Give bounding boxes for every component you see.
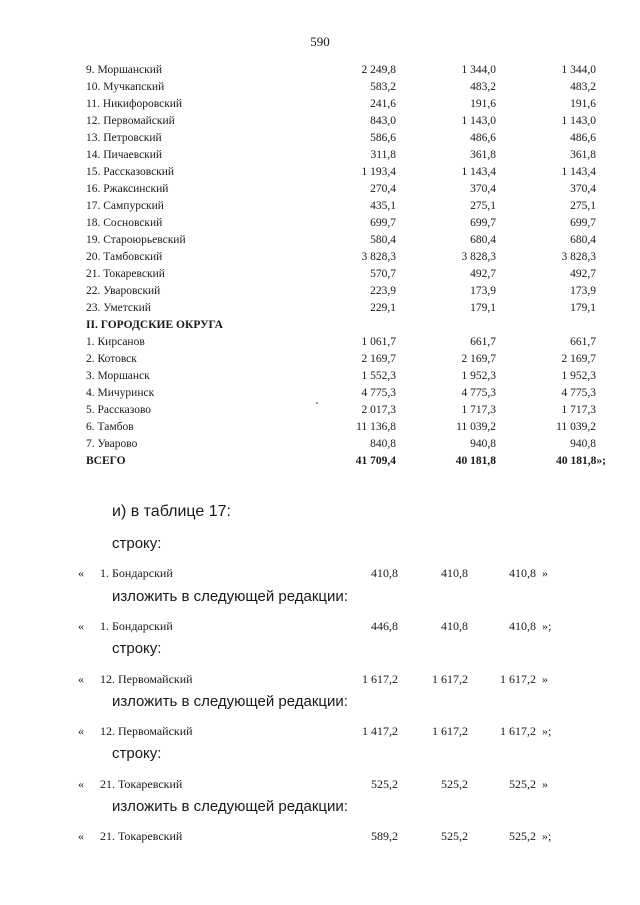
table-row	[86, 198, 596, 215]
row-value-1: 446,8	[371, 618, 398, 633]
row-value-3: 410,8	[509, 618, 536, 633]
row-value-2: 410,8	[441, 566, 468, 581]
row-value-3: 179,1	[570, 302, 596, 314]
row-value-3: 492,7	[570, 268, 596, 280]
new-row	[78, 617, 578, 635]
row-name: 1. Бондарский	[100, 618, 173, 633]
row-value-3: 361,8	[570, 149, 596, 161]
close-quote: »	[542, 566, 548, 581]
row-value-2: 525,2	[441, 829, 468, 844]
row-value-1: 223,9	[370, 285, 396, 297]
replace-instruction: изложить в следующей редакции:	[112, 692, 348, 710]
row-value-3: 525,2	[509, 829, 536, 844]
row-value-1: 270,4	[370, 183, 396, 195]
section-heading-row	[86, 317, 596, 334]
row-name: 21. Токаревский	[100, 776, 183, 791]
row-value-1: 1 193,4	[361, 166, 396, 178]
scan-speck	[316, 402, 318, 404]
table-row	[86, 419, 596, 436]
open-quote: «	[78, 566, 84, 581]
row-value-2: 661,7	[470, 336, 496, 348]
row-value-1: 435,1	[370, 200, 396, 212]
row-value-3: 3 828,3	[561, 251, 596, 263]
row-value-1: 2 249,8	[361, 64, 396, 76]
row-name: 5. Рассказово	[86, 404, 152, 416]
row-name: 16. Ржаксинский	[86, 183, 169, 195]
table-row	[86, 351, 596, 368]
row-value-2: 1 952,3	[461, 370, 496, 382]
row-name: 10. Мучкапский	[86, 81, 165, 93]
table-row	[86, 385, 596, 402]
row-value-2: 410,8	[441, 618, 468, 633]
row-instruction: строку:	[112, 535, 162, 552]
row-value-1: 11 136,8	[356, 421, 396, 433]
row-value-3: 680,4	[570, 234, 596, 246]
row-name: 13. Петровский	[86, 132, 162, 144]
row-name: 1. Кирсанов	[86, 336, 145, 348]
row-name: 21. Токаревский	[86, 268, 165, 280]
row-value-3: 1 717,3	[561, 404, 596, 416]
row-value-3: 661,7	[570, 336, 596, 348]
row-value-2: 940,8	[470, 438, 496, 450]
row-value-3: 191,6	[570, 98, 596, 110]
row-value-3: 486,6	[570, 132, 596, 144]
row-value-1: 2 169,7	[361, 353, 396, 365]
table-row	[86, 130, 596, 147]
row-name: 22. Уваровский	[86, 285, 161, 297]
row-value-3: 370,4	[570, 183, 596, 195]
row-value-1: 229,1	[370, 302, 396, 314]
table-row	[86, 334, 596, 351]
row-value-1: 843,0	[370, 115, 396, 127]
open-quote: «	[78, 829, 84, 844]
row-name: 2. Котовск	[86, 353, 137, 365]
row-value-2: 1 143,0	[461, 115, 496, 127]
row-value-3: 275,1	[570, 200, 596, 212]
close-quote: »;	[542, 618, 552, 633]
table-row	[86, 368, 596, 385]
table-row	[86, 62, 596, 79]
row-name: 6. Тамбов	[86, 421, 134, 433]
row-name: 12. Первомайский	[100, 724, 193, 739]
row-instruction: строку:	[112, 640, 162, 658]
row-instruction: строку:	[112, 745, 162, 763]
row-value-2: 11 039,2	[456, 421, 496, 433]
replace-instruction: изложить в следующей редакции:	[112, 587, 348, 605]
row-value-2: 179,1	[470, 302, 496, 314]
row-value-2: 2 169,7	[461, 353, 496, 365]
row-value-3: 1 344,0	[561, 64, 596, 76]
row-value-1: 589,2	[371, 829, 398, 844]
page-number: 590	[310, 34, 330, 49]
row-value-3: 483,2	[570, 81, 596, 93]
row-value-3: 1 952,3	[561, 370, 596, 382]
row-value-1: 1 061,7	[361, 336, 396, 348]
row-value-2: 525,2	[441, 776, 468, 791]
open-quote: «	[78, 671, 84, 686]
row-name: 15. Рассказовский	[86, 166, 175, 178]
table-row	[86, 147, 596, 164]
open-quote: «	[78, 776, 84, 791]
table-row	[86, 113, 596, 130]
table-row	[86, 402, 596, 419]
row-name: II. ГОРОДСКИЕ ОКРУГА	[86, 319, 223, 331]
amendment-intro: и) в таблице 17:	[112, 503, 231, 520]
row-name: 21. Токаревский	[100, 829, 183, 844]
old-row	[78, 564, 578, 582]
row-value-2: 275,1	[470, 200, 496, 212]
row-value-3: 940,8	[570, 438, 596, 450]
row-value-3: 699,7	[570, 217, 596, 229]
table-row	[86, 215, 596, 232]
close-quote: »	[542, 671, 548, 686]
row-value-2: 492,7	[470, 268, 496, 280]
row-value-1: 525,2	[371, 776, 398, 791]
row-name: 20. Тамбовский	[86, 251, 163, 263]
row-name: 9. Моршанский	[86, 64, 163, 76]
old-row	[78, 670, 578, 688]
row-value-1: 570,7	[370, 268, 396, 280]
row-name: 7. Уварово	[86, 438, 138, 450]
row-name: ВСЕГО	[86, 455, 126, 467]
row-value-2: 370,4	[470, 183, 496, 195]
table-row	[86, 266, 596, 283]
row-value-1: 311,8	[370, 149, 396, 161]
row-value-2: 483,2	[470, 81, 496, 93]
table-row	[86, 96, 596, 113]
row-value-3: 1 617,2	[500, 671, 536, 686]
row-name: 23. Уметский	[86, 302, 151, 314]
row-value-1: 410,8	[371, 566, 398, 581]
row-value-2: 191,6	[470, 98, 496, 110]
row-value-1: 41 709,4	[355, 455, 396, 467]
row-value-2: 40 181,8	[455, 455, 496, 467]
row-value-3: 410,8	[509, 566, 536, 581]
table-row	[86, 79, 596, 96]
table-row	[86, 436, 596, 453]
table-row	[86, 181, 596, 198]
row-value-2: 699,7	[470, 217, 496, 229]
table-row	[86, 283, 596, 300]
row-value-3: 1 143,0	[561, 115, 596, 127]
replace-instruction: изложить в следующей редакции:	[112, 798, 348, 815]
table-row	[86, 164, 596, 181]
row-value-2: 173,9	[470, 285, 496, 297]
row-value-2: 1 344,0	[461, 64, 496, 76]
row-name: 11. Никифоровский	[86, 98, 183, 110]
table-row	[86, 232, 596, 249]
row-name: 17. Сампурский	[86, 200, 164, 212]
row-value-1: 699,7	[370, 217, 396, 229]
table-row	[86, 300, 596, 317]
row-name: 4. Мичуринск	[86, 387, 155, 399]
row-name: 19. Староюрьевский	[86, 234, 186, 246]
row-name: 18. Сосновский	[86, 217, 163, 229]
row-value-1: 840,8	[370, 438, 396, 450]
table-row	[86, 249, 596, 266]
row-value-2: 4 775,3	[461, 387, 496, 399]
row-name: 1. Бондарский	[100, 566, 173, 581]
total-row	[86, 453, 606, 470]
row-value-2: 1 717,3	[461, 404, 496, 416]
new-row	[78, 827, 578, 845]
row-name: 14. Пичаевский	[86, 149, 163, 161]
row-value-1: 1 617,2	[362, 671, 398, 686]
row-value-2: 1 143,4	[461, 166, 496, 178]
row-value-1: 2 017,3	[361, 404, 396, 416]
row-value-1: 1 552,3	[361, 370, 396, 382]
row-value-3: 2 169,7	[561, 353, 596, 365]
row-value-1: 586,6	[370, 132, 396, 144]
open-quote: «	[78, 618, 84, 633]
row-value-2: 680,4	[470, 234, 496, 246]
row-value-3: 4 775,3	[561, 387, 596, 399]
close-quote: »	[542, 776, 548, 791]
row-name: 12. Первомайский	[86, 115, 175, 127]
row-value-2: 361,8	[470, 149, 496, 161]
row-value-3: 525,2	[509, 776, 536, 791]
open-quote: «	[78, 724, 84, 739]
row-value-2: 1 617,2	[432, 724, 468, 739]
row-value-2: 1 617,2	[432, 671, 468, 686]
row-value-1: 580,4	[370, 234, 396, 246]
row-value-1: 1 417,2	[362, 724, 398, 739]
close-quote: »;	[542, 724, 552, 739]
row-value-1: 583,2	[370, 81, 396, 93]
row-value-2: 486,6	[470, 132, 496, 144]
row-value-1: 4 775,3	[361, 387, 396, 399]
row-value-3: 11 039,2	[556, 421, 596, 433]
row-name: 3. Моршанск	[86, 370, 150, 382]
row-value-3: 1 617,2	[500, 724, 536, 739]
row-value-3: 173,9	[570, 285, 596, 297]
row-name: 12. Первомайский	[100, 671, 193, 686]
close-quote: »;	[542, 829, 552, 844]
budget-table	[86, 62, 606, 470]
row-value-3: 40 181,8»;	[556, 455, 606, 467]
row-value-1: 241,6	[370, 98, 396, 110]
old-row	[78, 775, 578, 793]
row-value-1: 3 828,3	[361, 251, 396, 263]
row-value-3: 1 143,4	[561, 166, 596, 178]
row-value-2: 3 828,3	[461, 251, 496, 263]
new-row	[78, 722, 578, 740]
